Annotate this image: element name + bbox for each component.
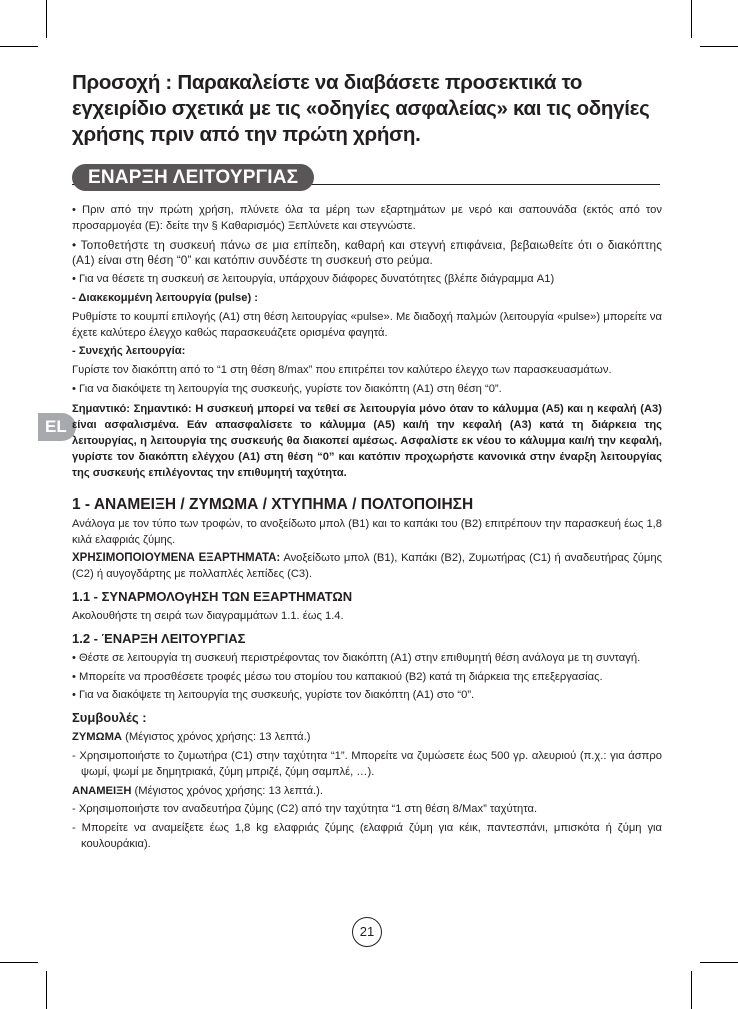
section-heading-start: ΕΝΑΡΞΗ ΛΕΙΤΟΥΡΓΙΑΣ (72, 164, 314, 191)
mix-label: ΑΝΑΜΕΙΞΗ (72, 784, 132, 797)
mix-text: - Μπορείτε να αναμείξετε έως 1,8 kg ελαφριάς ζύμης (ελαφριά ζύμη για κέικ, παντεσπάνι, μπισκότα ή ζύμη για κουλουράκια). (72, 822, 662, 850)
section-1-title: 1 - ΑΝΑΜΕΙΞΗ / ΖΥΜΩΜΑ / ΧΤΥΠΗΜΑ / ΠΟΛΤΟΠΟΙΗΣΗ (72, 495, 474, 513)
section-1-2-bullet: • Μπορείτε να προσθέσετε τροφές μέσω του στομίου του καπακιού (B2) κατά τη διάρκεια της επεξεργασίας. (72, 670, 603, 683)
page-title: Προσοχή : Παρακαλείστε να διαβάσετε προσεκτικά το εγχειρίδιο σχετικά με τις «οδηγίες ασφαλείας» και τις οδηγίες χρήσης πριν από την πρώτη χρήση. (72, 71, 650, 146)
section-1-1-title: 1.1 - ΣΥΝΑΡΜΟΛΟγΗΣΗ ΤΩΝ ΕΞΑΡΤΗΜΑΤΩΝ (72, 588, 353, 604)
paragraph-options: • Για να θέσετε τη συσκευή σε λειτουργία, υπάρχουν διάφορες δυνατότητες (βλέπε διάγραμμα A1) (72, 273, 555, 286)
knead-time: (Μέγιστος χρόνος χρήσης: 13 λεπτά.) (121, 731, 311, 744)
section-1-parts (72, 551, 662, 583)
crop-mark (0, 962, 38, 963)
page-number: 21 (352, 917, 382, 947)
continuous-text: Γυρίστε τον διακόπτη από το “1 στη θέση 8/max” που επιτρέπει τον καλύτερο έλεγχο των παρασκευασμάτων. (72, 364, 612, 377)
document-body (72, 203, 662, 856)
crop-mark (700, 962, 738, 963)
paragraph-wash: • Πριν από την πρώτη χρήση, πλύνετε όλα τα μέρη των εξαρτημάτων με νερό και σαπουνάδα (εκτός από τον προσαρμογέα (E): δείτε την § Καθαρισμός) Ξεπλύνετε και στεγνώστε. (72, 204, 662, 232)
knead-label: ΖΥΜΩΜΑ (72, 731, 122, 744)
crop-mark (46, 971, 47, 1009)
section-1-2-bullet: • Θέστε σε λειτουργία τη συσκευή περιστρέφοντας τον διακόπτη (A1) στην επιθυμητή θέση ανάλογα με τη συνταγή. (72, 651, 641, 664)
section-1-1-text: Ακολουθήστε τη σειρά των διαγραμμάτων 1.1. έως 1.4. (72, 609, 344, 622)
mix-text: - Χρησιμοποιήστε τον αναδευτήρα ζύμης (C2) από την ταχύτητα “1 στη θέση 8/Max” ταχύτητα. (72, 803, 538, 816)
crop-mark (0, 46, 38, 47)
important-notice: Σημαντικό: Σημαντικό: Η συσκευή μπορεί να τεθεί σε λειτουργία μόνο όταν το κάλυμμα (A5) και η κεφαλή (A3) είναι ασφαλισμένα. Εάν απασφαλίσετε το κάλυμμα (A5) και/ή την κεφαλή (A3) κατά τη διάρκεια της λειτουργίας, η λειτουργία της συσκευής θα διακοπεί αμέσως. Ασφαλίστε εκ νέου το κάλυμμα και/ή την κεφαλή, γυρίστε τον διακόπτη ελέγχου (A1) στη θέση “0” και κατόπιν προχωρήστε κανονικά στην έναρξη λειτουργίας της συσκευής επιλέγοντας την επιθυμητή ταχύτητα. (72, 402, 662, 479)
mix-time: (Μέγιστος χρόνος χρήσης: 13 λεπτά.). (131, 784, 324, 797)
section-1-2-title: 1.2 - ΈΝΑΡΞΗ ΛΕΙΤΟΥΡΓΙΑΣ (72, 630, 246, 646)
language-tab: EL (38, 413, 76, 441)
crop-mark (691, 971, 692, 1009)
tips-title: Συμβουλές : (72, 710, 147, 726)
crop-mark (46, 0, 47, 38)
parts-label: ΧΡΗΣΙΜΟΠΟΙΟΥΜΕΝΑ ΕΞΑΡΤΗΜΑΤΑ: (72, 552, 281, 565)
mix-line (72, 784, 662, 800)
pulse-text: Ρυθμίστε το κουμπί επιλογής (A1) στη θέση λειτουργίας «pulse». Με διαδοχή παλμών (λειτουργία «pulse») μπορείτε να έχετε καλύτερο έλεγχο καθώς παρασκευάζετε ορισμένα φαγητά. (72, 310, 662, 339)
crop-mark (691, 0, 692, 38)
paragraph-place: • Τοποθετήστε τη συσκευή πάνω σε μια επίπεδη, καθαρή και στεγνή επιφάνεια, βεβαιωθείτε ότι ο διακόπτης (A1) είναι στη θέση “0” και κατόπιν συνδέστε τη συσκευή στο ρεύμα. (72, 237, 662, 268)
knead-text: - Χρησιμοποιήστε το ζυμωτήρα (C1) στην ταχύτητα “1”. Μπορείτε να ζυμώσετε έως 500 γρ. αλευριού (π.χ.: για άσπρο ψωμί, ψωμί με δημητριακά, ζύμη μπριζέ, ζύμη σαμπλέ, …). (72, 749, 662, 778)
knead-line (72, 730, 662, 746)
crop-mark (700, 46, 738, 47)
section-1-2-bullet: • Για να διακόψετε τη λειτουργία της συσκευής, γυρίστε τον διακόπτη (A1) στο “0”. (72, 689, 475, 702)
pulse-heading: - Διακεκομμένη λειτουργία (pulse) : (72, 291, 259, 304)
continuous-heading: - Συνεχής λειτουργία: (72, 345, 186, 358)
parts-text: Ανοξείδωτο μπολ (B1), Καπάκι (B2), Ζυμωτήρας (C1) ή αναδευτήρας ζύμης (C2) ή αυγογδάρτης με πολλαπλές λεπίδες (C3). (72, 552, 662, 581)
section-1-text: Ανάλογα με τον τύπο των τροφών, το ανοξείδωτο μπολ (B1) και το καπάκι του (B2) επιτρέπουν την παρασκευή έως 1,8 κιλά ελαφριάς ζύμης. (72, 517, 662, 546)
paragraph-stop: • Για να διακόψετε τη λειτουργία της συσκευής, γυρίστε τον διακόπτη (A1) στη θέση “0”. (72, 382, 502, 395)
